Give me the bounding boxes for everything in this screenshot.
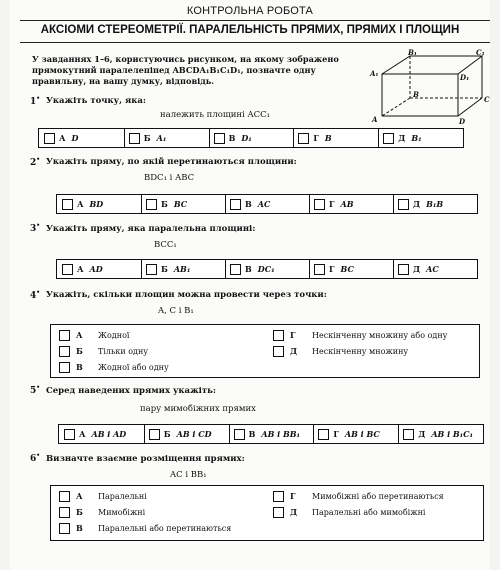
front-face — [382, 74, 458, 116]
q6-option-2[interactable] — [59, 505, 145, 519]
option-value: Паралельні або мимобіжні — [312, 507, 426, 517]
option-value: Нескінченну множину або одну — [312, 330, 448, 340]
q5-number: 5• — [30, 384, 41, 396]
label-c: C — [484, 95, 490, 104]
instructions: У завданнях 1–6, користуючись рисунком, на якому зображено прямокутний паралелепіпед ABCDA₁B₁C₁D₁, позначте одну правильну, на вашу думку, відповідь. — [32, 54, 339, 86]
q1-number: 1• — [30, 95, 41, 107]
q6-option-5[interactable] — [273, 505, 426, 519]
q3-option-4[interactable] — [314, 260, 390, 278]
option-value: AB і BC — [344, 429, 380, 439]
checkbox-icon[interactable] — [234, 429, 245, 440]
checkbox-icon[interactable] — [44, 133, 55, 144]
checkbox-icon[interactable] — [398, 264, 409, 275]
q1-option-2[interactable] — [129, 129, 206, 147]
checkbox-icon[interactable] — [149, 429, 160, 440]
option-letter: Б — [76, 507, 83, 517]
option-letter: В — [76, 523, 83, 533]
checkbox-icon[interactable] — [273, 346, 284, 357]
subtitle-divider — [20, 42, 490, 43]
q1-option-1[interactable] — [44, 129, 121, 147]
label-b1: B₁ — [408, 48, 417, 57]
checkbox-icon[interactable] — [273, 330, 284, 341]
title-divider — [20, 20, 490, 21]
option-letter: В — [245, 199, 252, 209]
q1-option-5[interactable] — [383, 129, 460, 147]
label-d: D — [459, 117, 466, 126]
q3-option-2[interactable] — [146, 260, 222, 278]
option-letter: Д — [290, 346, 298, 356]
option-divider — [141, 195, 142, 213]
q1-answer-row — [38, 128, 464, 148]
option-value: Мимобіжні або перетинаються — [312, 491, 444, 501]
option-value: B₁ — [411, 133, 422, 143]
checkbox-icon[interactable] — [64, 429, 75, 440]
option-value: Нескінченну множину — [312, 346, 409, 356]
q2-option-1[interactable] — [62, 195, 138, 213]
q4-text: Укажіть, скільки площин можна провести через точки: — [46, 290, 327, 300]
checkbox-icon[interactable] — [383, 133, 394, 144]
checkbox-icon[interactable] — [298, 133, 309, 144]
q2-answer-row — [56, 194, 478, 214]
option-divider — [393, 195, 394, 213]
option-value: Жодної — [98, 330, 130, 340]
option-value: AB і AD — [91, 429, 127, 439]
checkbox-icon[interactable] — [230, 264, 241, 275]
q6-text: Визначте взаємне розміщення прямих: — [46, 454, 245, 464]
label-a: A — [372, 115, 378, 124]
option-letter: В — [76, 362, 83, 372]
option-letter: Б — [143, 133, 151, 143]
worksheet-page — [10, 0, 490, 570]
option-value: BC — [173, 199, 188, 209]
q6-answer-box — [50, 485, 484, 541]
q1-option-3[interactable] — [214, 129, 291, 147]
q4-option-2[interactable] — [59, 344, 148, 358]
option-letter: Д — [398, 133, 406, 143]
checkbox-icon[interactable] — [318, 429, 329, 440]
q5-option-3[interactable] — [234, 425, 311, 443]
checkbox-icon[interactable] — [398, 199, 409, 210]
q4-answer-box — [50, 324, 480, 378]
hidden-edges — [382, 56, 482, 116]
q4-option-5[interactable] — [273, 344, 408, 358]
checkbox-icon[interactable] — [59, 507, 70, 518]
label-c1: C₁ — [476, 48, 485, 57]
checkbox-icon[interactable] — [62, 264, 73, 275]
option-letter: Г — [290, 330, 296, 340]
option-value: AB₁ — [173, 264, 191, 274]
q1-option-4[interactable] — [298, 129, 375, 147]
option-letter: Д — [418, 429, 426, 439]
q3-option-5[interactable] — [398, 260, 474, 278]
q4-condition: A, C і B₁ — [158, 306, 194, 316]
q3-text: Укажіть пряму, яка паралельна площині: — [46, 224, 256, 234]
q2-option-2[interactable] — [146, 195, 222, 213]
q3-answer-row — [56, 259, 478, 279]
checkbox-icon[interactable] — [230, 199, 241, 210]
option-letter: Д — [290, 507, 298, 517]
option-letter: В — [248, 429, 256, 439]
option-divider — [313, 425, 314, 443]
checkbox-icon[interactable] — [59, 362, 70, 373]
checkbox-icon[interactable] — [214, 133, 225, 144]
q3-condition: BCC₁ — [154, 240, 177, 250]
option-letter: Б — [76, 346, 83, 356]
option-letter: Б — [161, 264, 168, 274]
option-divider — [144, 425, 145, 443]
label-b: B — [413, 90, 419, 99]
option-letter: А — [59, 133, 66, 143]
option-letter: В — [228, 133, 236, 143]
option-value: AC — [426, 264, 439, 274]
option-letter: А — [79, 429, 86, 439]
page-title: КОНТРОЛЬНА РОБОТА — [186, 5, 314, 17]
option-letter: А — [77, 264, 84, 274]
top-edges — [382, 56, 482, 74]
q5-answer-row — [58, 424, 484, 444]
option-value: AB і CD — [176, 429, 212, 439]
option-value: D — [71, 133, 79, 143]
option-letter: Г — [313, 133, 319, 143]
q5-option-4[interactable] — [318, 425, 395, 443]
option-value: AB — [340, 199, 354, 209]
checkbox-icon[interactable] — [273, 491, 284, 502]
option-letter: Д — [413, 264, 421, 274]
option-divider — [229, 425, 230, 443]
option-value: Тільки одну — [98, 346, 148, 356]
option-divider — [124, 129, 125, 147]
parallelepiped-figure — [370, 50, 488, 126]
option-value: A₁ — [156, 133, 167, 143]
option-divider — [141, 260, 142, 278]
checkbox-icon[interactable] — [59, 346, 70, 357]
option-value: B — [324, 133, 332, 143]
option-value: Мимобіжні — [98, 507, 146, 517]
q3-option-1[interactable] — [62, 260, 138, 278]
q1-condition: належить площині ACC₁ — [160, 110, 271, 120]
q6-number: 6• — [30, 452, 41, 464]
checkbox-icon[interactable] — [59, 330, 70, 341]
label-a1: A₁ — [370, 69, 379, 78]
q2-condition: BDC₁ і ABC — [144, 173, 195, 183]
q3-number: 3• — [30, 222, 41, 234]
q1-text: Укажіть точку, яка: — [46, 96, 147, 106]
q3-option-3[interactable] — [230, 260, 306, 278]
option-divider — [309, 260, 310, 278]
checkbox-icon[interactable] — [146, 264, 157, 275]
option-value: AB і BB₁ — [261, 429, 300, 439]
q2-option-3[interactable] — [230, 195, 306, 213]
q4-option-4[interactable] — [273, 328, 447, 342]
checkbox-icon[interactable] — [59, 491, 70, 502]
option-value: DC₁ — [257, 264, 275, 274]
option-value: AC — [257, 199, 271, 209]
option-letter: Г — [329, 199, 335, 209]
q6-option-4[interactable] — [273, 489, 444, 503]
q4-option-1[interactable] — [59, 328, 129, 342]
checkbox-icon[interactable] — [314, 199, 325, 210]
bottom-right-edge — [458, 98, 482, 116]
option-value: AD — [89, 264, 103, 274]
option-value: D₁ — [241, 133, 252, 143]
option-divider — [225, 195, 226, 213]
option-value: BC — [340, 264, 354, 274]
page-subtitle: АКСІОМИ СТЕРЕОМЕТРІЇ. ПАРАЛЕЛЬНІСТЬ ПРЯМИХ, ПРЯМИХ І ПЛОЩИН — [40, 24, 460, 36]
option-divider — [225, 260, 226, 278]
option-letter: А — [76, 330, 83, 340]
q6-option-3[interactable] — [59, 521, 231, 535]
checkbox-icon[interactable] — [146, 199, 157, 210]
option-letter: Г — [290, 491, 296, 501]
checkbox-icon[interactable] — [403, 429, 414, 440]
q5-text: Серед наведених прямих укажіть: — [46, 386, 217, 396]
label-d1: D₁ — [460, 73, 470, 82]
q6-option-1[interactable] — [59, 489, 147, 503]
option-value: AB і B₁C₁ — [431, 429, 474, 439]
checkbox-icon[interactable] — [273, 507, 284, 518]
option-letter: Б — [163, 429, 171, 439]
option-value: Паралельні — [98, 491, 147, 501]
option-value: B₁B — [426, 199, 444, 209]
q2-text: Укажіть пряму, по якій перетинаються площини: — [46, 157, 297, 167]
option-letter: Г — [333, 429, 339, 439]
checkbox-icon[interactable] — [62, 199, 73, 210]
option-divider — [293, 129, 294, 147]
option-divider — [393, 260, 394, 278]
option-value: BD — [89, 199, 104, 209]
q2-number: 2• — [30, 156, 41, 168]
option-letter: А — [77, 199, 84, 209]
checkbox-icon[interactable] — [314, 264, 325, 275]
q5-option-5[interactable] — [403, 425, 480, 443]
option-divider — [209, 129, 210, 147]
q4-option-3[interactable] — [59, 360, 169, 374]
option-divider — [309, 195, 310, 213]
checkbox-icon[interactable] — [129, 133, 140, 144]
q2-option-4[interactable] — [314, 195, 390, 213]
q4-number: 4• — [30, 289, 41, 301]
q6-condition: AC і BB₁ — [170, 470, 207, 480]
checkbox-icon[interactable] — [59, 523, 70, 534]
option-letter: А — [76, 491, 83, 501]
option-letter: Д — [413, 199, 421, 209]
option-letter: Б — [161, 199, 168, 209]
q2-option-5[interactable] — [398, 195, 474, 213]
q5-option-1[interactable] — [64, 425, 141, 443]
option-letter: Г — [329, 264, 335, 274]
q5-condition: пару мимобіжних прямих — [140, 404, 256, 414]
q5-option-2[interactable] — [149, 425, 226, 443]
option-letter: В — [245, 264, 252, 274]
option-divider — [378, 129, 379, 147]
option-divider — [398, 425, 399, 443]
option-value: Паралельні або перетинаються — [98, 523, 232, 533]
option-value: Жодної або одну — [98, 362, 169, 372]
